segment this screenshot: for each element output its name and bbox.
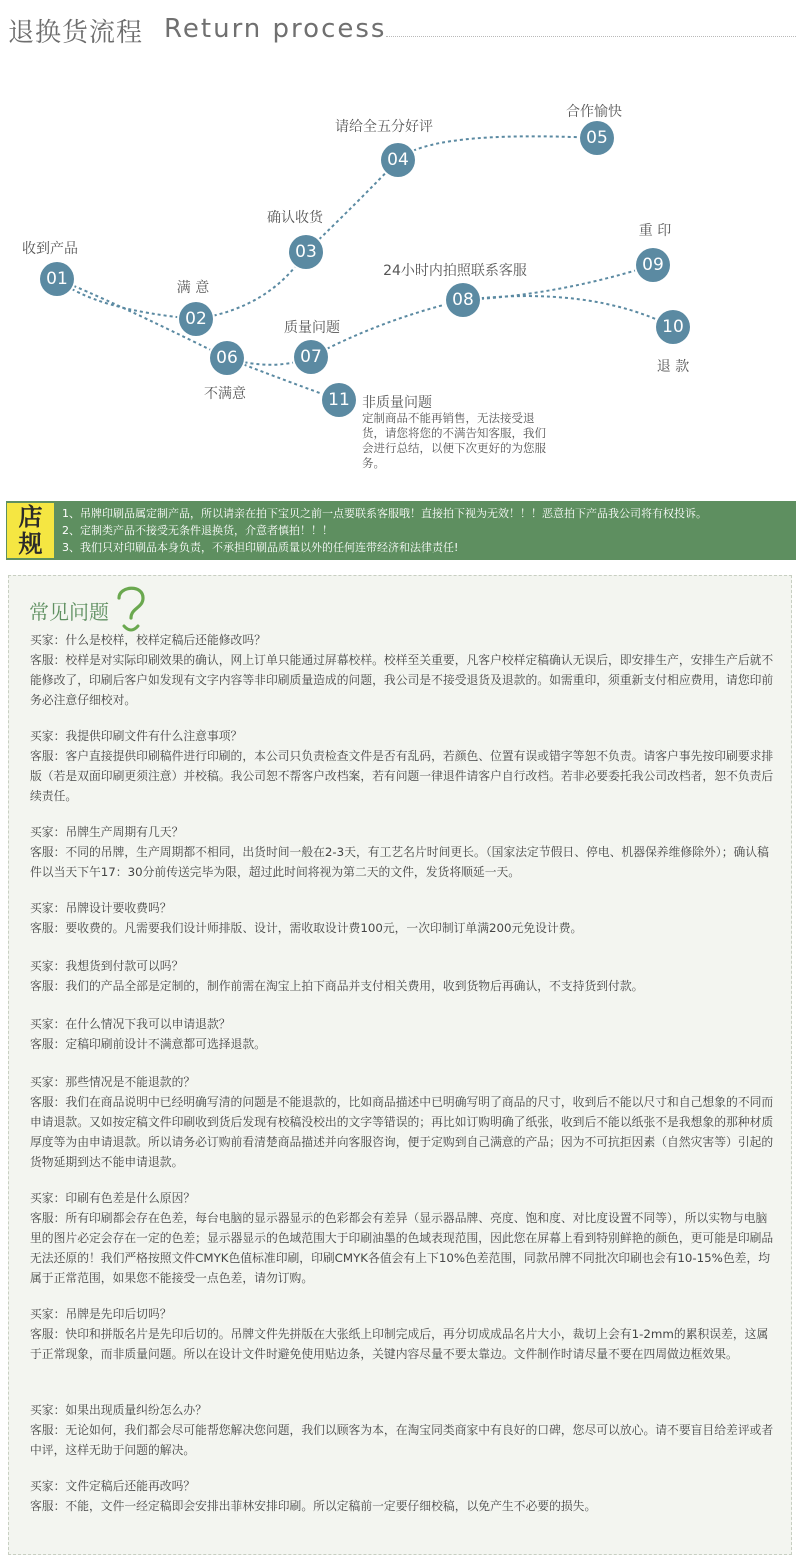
rule-item: 3、我们只对印刷品本身负责，不承担印刷品质量以外的任何连带经济和法律责任! — [62, 541, 459, 554]
return-flow-diagram — [0, 80, 802, 480]
faq-item — [30, 1304, 779, 1364]
question-mark-icon — [113, 582, 149, 634]
step-label-02: 满 意 — [176, 280, 210, 296]
faq-item — [30, 956, 779, 996]
faq-item — [30, 726, 779, 806]
step-node-11: 11 — [322, 383, 356, 417]
page-title-en: Return process — [164, 14, 387, 44]
faq-answer: 客服：无论如何，我们都会尽可能帮您解决您问题，我们以顾客为本，在淘宝同类商家中有良好的口碑，您尽可以放心。请不要盲目给差评或者中评，这样无助于问题的解决。 — [30, 1423, 774, 1457]
step-node-01: 01 — [40, 262, 74, 296]
step-node-09: 09 — [636, 248, 670, 282]
step-label-01: 收到产品 — [22, 241, 78, 257]
step-node-05: 05 — [580, 121, 614, 155]
faq-question: 买家：文件定稿后还能再改吗？ — [30, 1479, 196, 1493]
step-node-04: 04 — [381, 143, 415, 177]
connector-04-05 — [398, 136, 597, 160]
step-label-08: 24小时内拍照联系客服 — [383, 263, 527, 279]
faq-question: 买家：我想货到付款可以吗？ — [30, 959, 184, 973]
connector-03-04 — [306, 160, 398, 252]
shop-rules-seal — [7, 503, 54, 558]
faq-question: 买家：吊牌生产周期有几天？ — [30, 825, 184, 839]
connector-02-03 — [196, 252, 306, 319]
non-quality-note: 定制商品不能再销售，无法接受退货，请您将您的不满告知客服，我们会进行总结，以便下次更好的为您服务。 — [362, 411, 546, 470]
faq-item — [30, 1476, 779, 1516]
step-label-07: 质量问题 — [284, 320, 340, 336]
faq-answer: 客服：要收费的。凡需要我们设计师排版、设计，需收取设计费100元，一次印制订单满200元免设计费。 — [30, 921, 583, 935]
seal-char-bottom: 规 — [18, 529, 43, 558]
faq-answer: 客服：客户直接提供印刷稿件进行印刷的，本公司只负责检查文件是否有乱码，若颜色、位置有误或错字等恕不负责。请客户事先按印刷要求排版（若是双面印刷更须注意）并校稿。我公司恕不帮客户改档案，若有问题一律退件请客户自行改档。若非必要委托我公司改档者，恕不负责后续责任。 — [30, 749, 774, 803]
rule-item: 1、吊牌印刷品属定制产品，所以请亲在拍下宝贝之前一点要联系客服哦！直接拍下视为无效！！！恶意拍下产品我公司将有权投诉。 — [62, 507, 707, 520]
faq-question: 买家：印刷有色差是什么原因？ — [30, 1191, 196, 1205]
faq-question: 买家：那些情况是不能退款的？ — [30, 1075, 196, 1089]
header-divider — [386, 36, 796, 37]
step-node-02: 02 — [179, 302, 213, 336]
faq-item — [30, 898, 779, 938]
faq-question: 买家：如果出现质量纠纷怎么办？ — [30, 1403, 207, 1417]
step-label-06: 不满意 — [204, 386, 246, 402]
rule-item: 2、定制类产品不接受无条件退换货，介意者慎拍！！！ — [62, 524, 333, 537]
step-node-08: 08 — [446, 283, 480, 317]
step-label-10: 退 款 — [656, 359, 690, 375]
connector-08-10 — [463, 296, 673, 327]
faq-question: 买家：我提供印刷文件有什么注意事项？ — [30, 729, 243, 743]
seal-char-top: 店 — [18, 502, 43, 531]
page-title-cn: 退换货流程 — [8, 18, 144, 48]
faq-answer: 客服：我们的产品全部是定制的，制作前需在淘宝上拍下商品并支付相关费用，收到货物后再确认，不支持货到付款。 — [30, 979, 644, 993]
faq-item — [30, 822, 779, 882]
faq-question: 买家：吊牌是先印后切吗？ — [30, 1307, 172, 1321]
faq-panel — [8, 575, 792, 1555]
faq-answer: 客服：定稿印刷前设计不满意都可选择退款。 — [30, 1037, 266, 1051]
step-label-09: 重 印 — [638, 223, 672, 239]
step-node-10: 10 — [656, 310, 690, 344]
faq-item — [30, 1188, 779, 1288]
page-header — [8, 6, 798, 46]
step-node-06: 06 — [210, 341, 244, 375]
faq-question: 买家：什么是校样，校样定稿后还能修改吗？ — [30, 633, 266, 647]
faq-answer: 客服：校样是对实际印刷效果的确认，网上订单只能通过屏幕校样。校样至关重要，凡客户校样定稿确认无误后，即安排生产，安排生产后就不能修改了，印刷后客户如发现有文字内容等非印刷质量造成的问题，我公司是不接受退货及退款的。如需重印，须重新支付相应费用，请您印前务必注意仔细校对。 — [30, 653, 774, 707]
step-label-05: 合作愉快 — [566, 104, 622, 120]
faq-question: 买家：吊牌设计要收费吗？ — [30, 901, 172, 915]
faq-answer: 客服：快印和拼版名片是先印后切的。吊牌文件先拼版在大张纸上印制完成后，再分切成成品名片大小，裁切上会有1-2mm的累积误差，这属于正常现象，而非质量问题。所以在设计文件时避免使用贴边条，关键内容尽量不要太靠边。文件制作时请尽量不要在四周做边框效果。 — [30, 1327, 769, 1361]
faq-answer: 客服：不同的吊牌，生产周期都不相同，出货时间一般在2-3天，有工艺名片时间更长。（国家法定节假日、停电、机器保养维修除外）；确认稿件以当天下午17：30分前传送完毕为限，超过此时间将视为第二天的文件，发货将顺延一天。 — [30, 845, 769, 879]
faq-item — [30, 630, 779, 710]
step-label-04: 请给全五分好评 — [335, 119, 433, 135]
faq-item — [30, 1400, 779, 1460]
faq-item — [30, 1072, 779, 1172]
faq-title: 常见问题 — [29, 600, 109, 624]
shop-rules-list — [62, 505, 790, 556]
faq-answer: 客服：不能，文件一经定稿即会安排出菲林安排印刷。所以定稿前一定要仔细校稿，以免产生不必要的损失。 — [30, 1499, 597, 1513]
step-label-03: 确认收货 — [267, 210, 323, 226]
step-label-11: 非质量问题 — [362, 395, 432, 411]
faq-item — [30, 1014, 779, 1054]
connector-01-02 — [57, 279, 196, 319]
shop-rules-banner — [6, 501, 796, 560]
faq-answer: 客服：我们在商品说明中已经明确写清的问题是不能退款的，比如商品描述中已明确写明了商品的尺寸，收到后不能以尺寸和自己想象的不同而申请退款。又如按定稿文件印刷收到货后发现有校稿没校出的文字等错误的；再比如订购明确了纸张，收到后不能以纸张不是我想象的那种材质厚度等为由申请退款。所以请务必订购前看清楚商品描述并向客服咨询，便于定购到自己满意的产品；因为不可抗拒因素（自然灾害等）引起的货物延期到达不能申请退款。 — [30, 1095, 774, 1169]
step-node-07: 07 — [294, 340, 328, 374]
step-node-03: 03 — [289, 235, 323, 269]
faq-question: 买家：在什么情况下我可以申请退款？ — [30, 1017, 231, 1031]
faq-answer: 客服：所有印刷都会存在色差，每台电脑的显示器显示的色彩都会有差异（显示器品牌、亮度、饱和度、对比度设置不同等），所以实物与电脑里的图片必定会存在一定的色差；显示器显示的色域范围大于印刷油墨的色域表现范围，因此您在屏幕上看到特别鲜艳的颜色，更可能是印刷品无法还原的！我们严格按照文件CMYK色值标准印刷，印刷CMYK各值会有上下10%色差范围，同款吊牌不同批次印刷也会有10-15%色差，均属于正常范围，如果您不能接受一点色差，请勿订购。 — [30, 1211, 774, 1285]
